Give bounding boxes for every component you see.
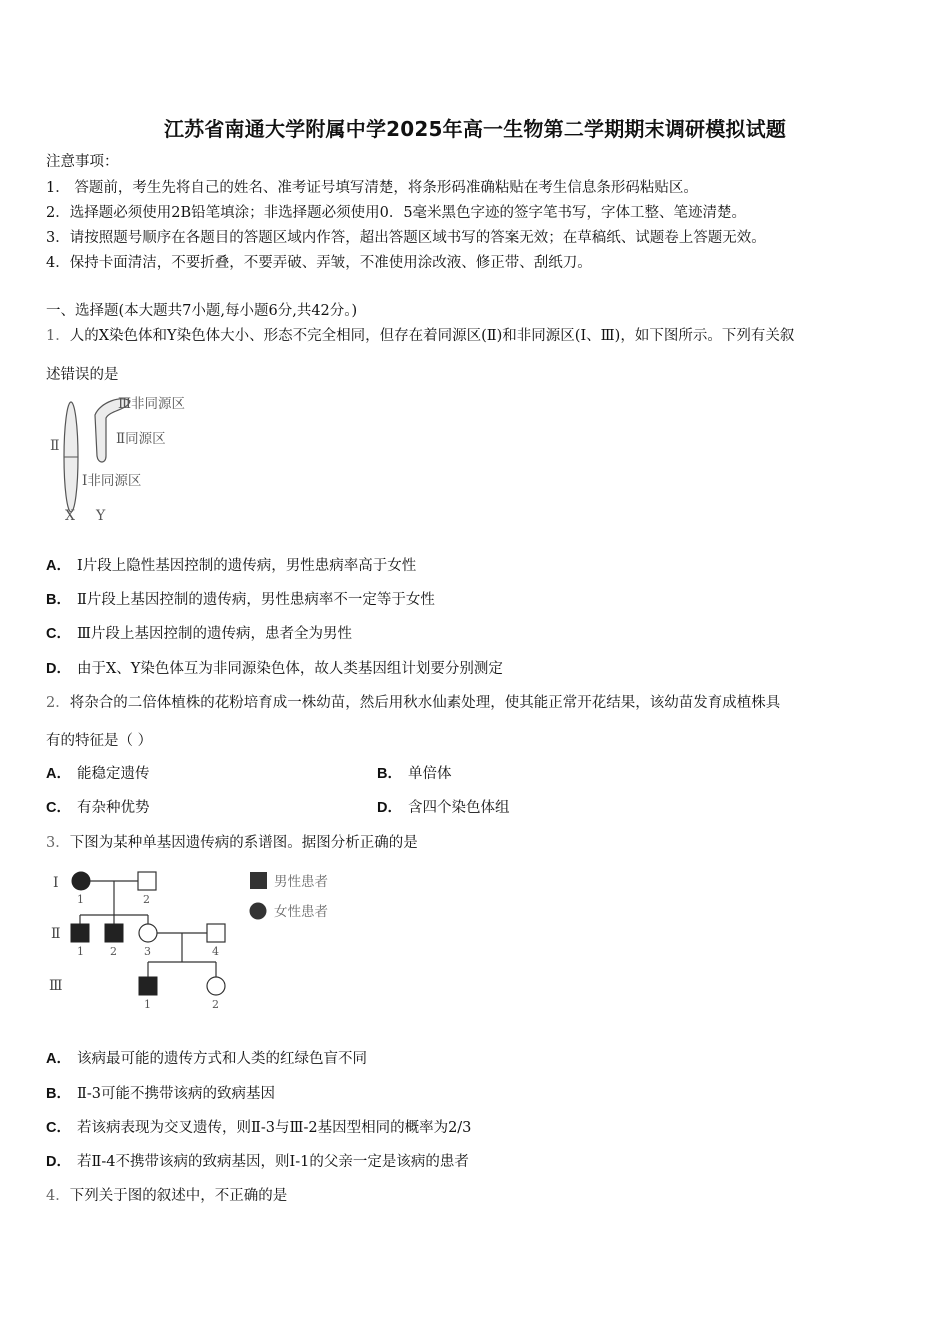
q4-number: 4．: [46, 1188, 70, 1204]
pedigree-num: 1: [144, 998, 151, 1011]
option-text: Ⅰ片段上隐性基因控制的遗传病，男性患病率高于女性: [76, 558, 417, 574]
notice-item: 1． 答题前，考生先将自己的姓名、准考证号填写清楚，将条形码准确粘贴在考生信息条形码粘贴区。: [46, 180, 698, 196]
option-key: D．: [377, 800, 402, 816]
q4-stem: [46, 1186, 287, 1206]
q2-stem: [46, 693, 780, 713]
pedigree-ii-1-affected-male: [71, 924, 89, 942]
notice-item: 3．请按照题号顺序在各题目的答题区域内作答，超出答题区域书写的答案无效；在草稿纸、试题卷上答题无效。: [46, 230, 766, 246]
option-text: 若该病表现为交叉遗传，则Ⅱ-3与Ⅲ-2基因型相同的概率为2/3: [76, 1120, 472, 1136]
q2-text-cont: 有的特征是（ ）: [46, 733, 153, 749]
pedigree-i-2-male: [138, 872, 156, 890]
option-key: B．: [377, 766, 402, 782]
q3-pedigree-chart: [44, 862, 354, 1022]
pedigree-num: 2: [143, 893, 150, 906]
q3-option-a[interactable]: [46, 1049, 367, 1069]
q3-option-d[interactable]: [46, 1152, 469, 1172]
q2-number: 2．: [46, 695, 70, 711]
option-key: B．: [46, 592, 71, 608]
option-key: A．: [46, 1051, 71, 1067]
legend-male-swatch: [250, 872, 267, 889]
option-key: C．: [46, 626, 71, 642]
fig-label-2: Ⅱ同源区: [116, 431, 166, 447]
legend-female-label: 女性患者: [274, 904, 328, 920]
pedigree-iii-2-female: [207, 977, 225, 995]
option-key: C．: [46, 800, 71, 816]
option-key: D．: [46, 1154, 71, 1170]
option-text: 含四个染色体组: [407, 800, 510, 816]
option-text: Ⅱ片段上基因控制的遗传病，男性患病率不一定等于女性: [76, 592, 435, 608]
option-key: B．: [46, 1086, 71, 1102]
q1-option-b[interactable]: [46, 590, 435, 610]
q1-option-c[interactable]: [46, 624, 352, 644]
pedigree-num: 1: [77, 945, 84, 958]
legend-female-swatch: [250, 903, 267, 920]
q3-number: 3．: [46, 835, 70, 851]
q1-stem: [46, 326, 794, 346]
pedigree-num: 2: [110, 945, 117, 958]
option-key: A．: [46, 558, 71, 574]
q4-text: 下列关于图的叙述中，不正确的是: [69, 1188, 288, 1204]
q1-chromosome-figure: [44, 390, 214, 530]
q3-stem: [46, 833, 418, 853]
notice-item: 2．选择题必须使用2B铅笔填涂；非选择题必须使用0．5毫米黑色字迹的签字笔书写，字体工整、笔迹清楚。: [46, 205, 747, 221]
legend-male-label: 男性患者: [274, 874, 328, 890]
q1-text-cont: 述错误的是: [46, 367, 119, 383]
option-text: 单倍体: [407, 766, 452, 782]
pedigree-iii-1-affected-male: [139, 977, 157, 995]
q2-text: 将杂合的二倍体植株的花粉培育成一株幼苗，然后用秋水仙素处理，使其能正常开花结果，该幼苗发育成植株具: [69, 695, 781, 711]
q2-option-d[interactable]: [377, 798, 509, 818]
fig-label-1: Ⅰ非同源区: [82, 473, 142, 489]
notice-item: 4．保持卡面清洁，不要折叠，不要弄破、弄皱，不准使用涂改液、修正带、刮纸刀。: [46, 255, 592, 271]
q3-option-c[interactable]: [46, 1118, 471, 1138]
option-text: 有杂种优势: [76, 800, 150, 816]
fig-side-label: Ⅱ: [50, 438, 60, 454]
fig-x-label: X: [65, 508, 75, 524]
q1-option-d[interactable]: [46, 659, 503, 679]
pedigree-ii-2-affected-male: [105, 924, 123, 942]
section-heading: 一、选择题(本大题共7小题,每小题6分,共42分。): [46, 303, 358, 319]
gen-label-1: Ⅰ: [53, 875, 59, 891]
pedigree-num: 2: [212, 998, 219, 1011]
q1-option-a[interactable]: [46, 556, 416, 576]
option-text: Ⅲ片段上基因控制的遗传病，患者全为男性: [76, 626, 352, 642]
q1-text: 人的X染色体和Y染色体大小、形态不完全相同，但存在着同源区(Ⅱ)和非同源区(Ⅰ、Ⅲ)，如下图所示。下列有关叙: [69, 328, 795, 344]
option-text: 由于X、Y染色体互为非同源染色体，故人类基因组计划要分别测定: [76, 661, 503, 677]
pedigree-num: 4: [212, 945, 219, 958]
q3-text: 下图为某种单基因遗传病的系谱图。据图分析正确的是: [69, 835, 418, 851]
pedigree-i-1-affected-female: [72, 872, 90, 890]
fig-y-label: Y: [96, 508, 106, 524]
q2-option-a[interactable]: [46, 764, 149, 784]
option-text: 若Ⅱ-4不携带该病的致病基因，则Ⅰ-1的父亲一定是该病的患者: [76, 1154, 469, 1170]
gen-label-2: Ⅱ: [51, 926, 61, 942]
pedigree-ii-3-female: [139, 924, 157, 942]
pedigree-num: 1: [77, 893, 84, 906]
option-key: C．: [46, 1120, 71, 1136]
option-key: D．: [46, 661, 71, 677]
option-text: 该病最可能的遗传方式和人类的红绿色盲不同: [76, 1051, 367, 1067]
pedigree-ii-4-male: [207, 924, 225, 942]
gen-label-3: Ⅲ: [49, 978, 63, 994]
q2-option-b[interactable]: [377, 764, 451, 784]
fig-label-3: Ⅲ非同源区: [118, 396, 186, 412]
pedigree-num: 3: [144, 945, 151, 958]
notice-heading: 注意事项：: [46, 154, 119, 170]
option-text: 能稳定遗传: [76, 766, 150, 782]
q2-option-c[interactable]: [46, 798, 149, 818]
q3-option-b[interactable]: [46, 1084, 275, 1104]
option-text: Ⅱ-3可能不携带该病的致病基因: [76, 1086, 275, 1102]
q1-number: 1．: [46, 328, 70, 344]
page-title: 江苏省南通大学附属中学2025年高一生物第二学期期末调研模拟试题: [163, 117, 787, 141]
option-key: A．: [46, 766, 71, 782]
